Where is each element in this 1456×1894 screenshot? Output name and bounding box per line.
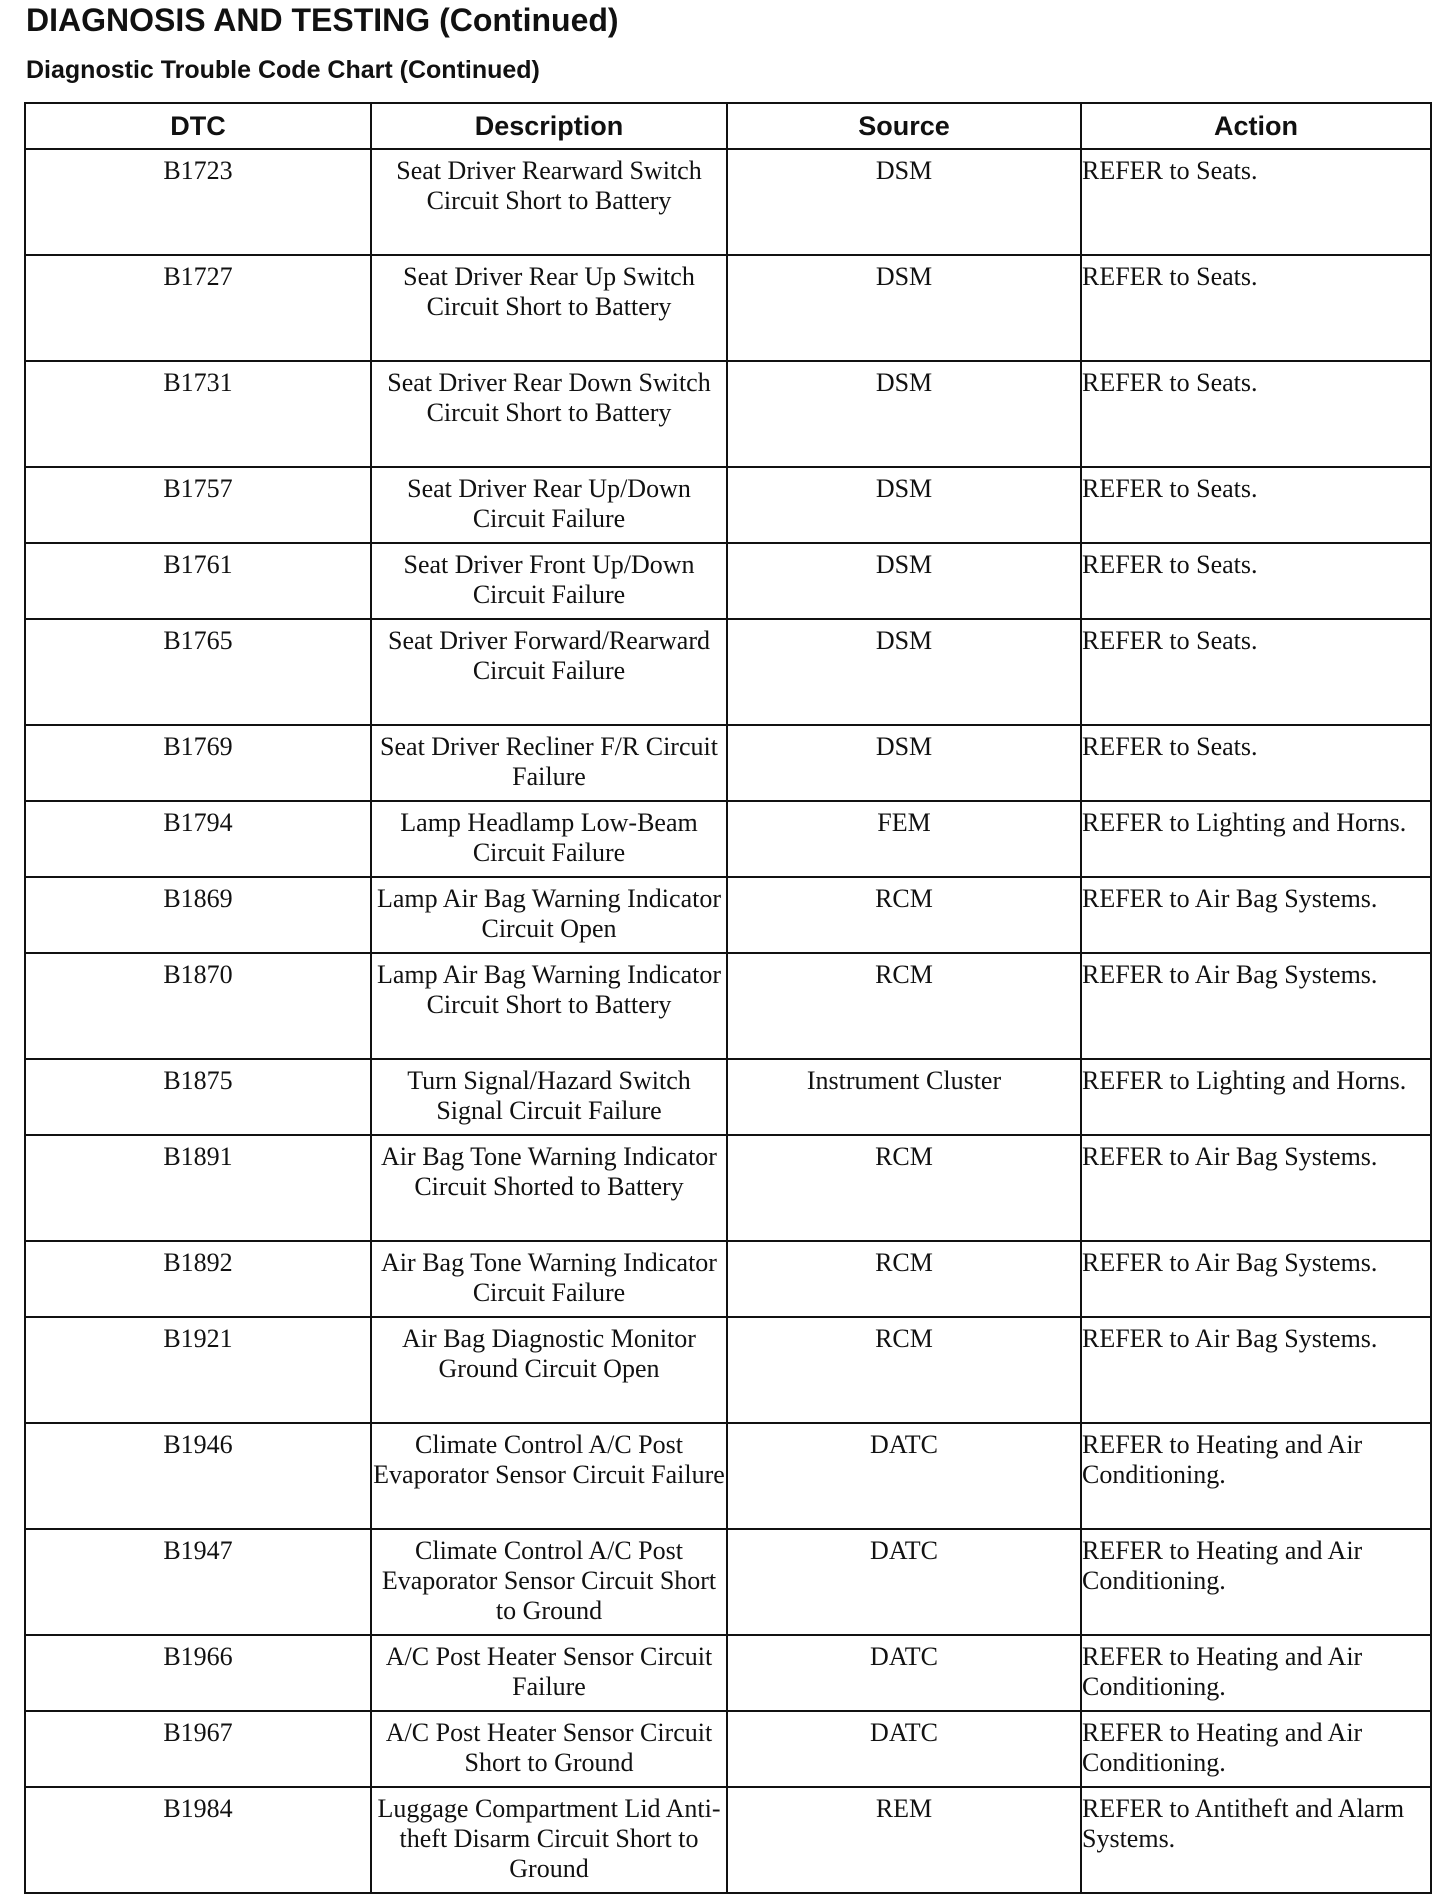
table-row	[25, 725, 1431, 801]
dtc-code-cell: B1947	[25, 1529, 371, 1635]
description-cell: Climate Control A/C Post Evaporator Sensor Circuit Short to Ground	[371, 1529, 727, 1635]
table-row	[25, 953, 1431, 1059]
table-header-row	[25, 103, 1431, 149]
action-cell: REFER to Seats.	[1081, 149, 1431, 255]
description-cell: Lamp Headlamp Low-Beam Circuit Failure	[371, 801, 727, 877]
dtc-code-cell: B1731	[25, 361, 371, 467]
description-cell: A/C Post Heater Sensor Circuit Failure	[371, 1635, 727, 1711]
dtc-code-cell: B1723	[25, 149, 371, 255]
description-cell: Seat Driver Rear Up Switch Circuit Short to Battery	[371, 255, 727, 361]
description-cell: Seat Driver Rear Up/Down Circuit Failure	[371, 467, 727, 543]
action-cell: REFER to Seats.	[1081, 467, 1431, 543]
description-cell: Climate Control A/C Post Evaporator Sensor Circuit Failure	[371, 1423, 727, 1529]
column-header-dtc: DTC	[25, 103, 371, 149]
action-cell: REFER to Air Bag Systems.	[1081, 1241, 1431, 1317]
source-cell: RCM	[727, 1317, 1081, 1423]
action-cell: REFER to Seats.	[1081, 255, 1431, 361]
action-cell: REFER to Lighting and Horns.	[1081, 1059, 1431, 1135]
table-row	[25, 1423, 1431, 1529]
action-cell: REFER to Seats.	[1081, 361, 1431, 467]
source-cell: RCM	[727, 877, 1081, 953]
dtc-code-cell: B1765	[25, 619, 371, 725]
table-row	[25, 543, 1431, 619]
dtc-code-cell: B1946	[25, 1423, 371, 1529]
dtc-table	[24, 102, 1432, 1894]
source-cell: DATC	[727, 1711, 1081, 1787]
source-cell: RCM	[727, 1135, 1081, 1241]
dtc-code-cell: B1892	[25, 1241, 371, 1317]
action-cell: REFER to Heating and Air Conditioning.	[1081, 1529, 1431, 1635]
action-cell: REFER to Antitheft and Alarm Systems.	[1081, 1787, 1431, 1893]
action-cell: REFER to Air Bag Systems.	[1081, 877, 1431, 953]
dtc-code-cell: B1984	[25, 1787, 371, 1893]
source-cell: DSM	[727, 467, 1081, 543]
table-row	[25, 149, 1431, 255]
source-cell: DATC	[727, 1635, 1081, 1711]
dtc-code-cell: B1966	[25, 1635, 371, 1711]
action-cell: REFER to Seats.	[1081, 543, 1431, 619]
description-cell: Seat Driver Recliner F/R Circuit Failure	[371, 725, 727, 801]
table-row	[25, 877, 1431, 953]
column-header-source: Source	[727, 103, 1081, 149]
table-row	[25, 467, 1431, 543]
column-header-description: Description	[371, 103, 727, 149]
dtc-code-cell: B1794	[25, 801, 371, 877]
source-cell: DATC	[727, 1423, 1081, 1529]
dtc-code-cell: B1967	[25, 1711, 371, 1787]
table-row	[25, 1711, 1431, 1787]
description-cell: Seat Driver Rear Down Switch Circuit Short to Battery	[371, 361, 727, 467]
description-cell: Air Bag Tone Warning Indicator Circuit Shorted to Battery	[371, 1135, 727, 1241]
dtc-code-cell: B1769	[25, 725, 371, 801]
source-cell: REM	[727, 1787, 1081, 1893]
description-cell: Seat Driver Front Up/Down Circuit Failure	[371, 543, 727, 619]
description-cell: Lamp Air Bag Warning Indicator Circuit Open	[371, 877, 727, 953]
description-cell: Turn Signal/Hazard Switch Signal Circuit Failure	[371, 1059, 727, 1135]
description-cell: Seat Driver Forward/Rearward Circuit Failure	[371, 619, 727, 725]
source-cell: FEM	[727, 801, 1081, 877]
table-row	[25, 1241, 1431, 1317]
action-cell: REFER to Heating and Air Conditioning.	[1081, 1423, 1431, 1529]
page-title: DIAGNOSIS AND TESTING (Continued)	[26, 2, 619, 38]
table-row	[25, 361, 1431, 467]
source-cell: DSM	[727, 543, 1081, 619]
table-row	[25, 1317, 1431, 1423]
table-row	[25, 1787, 1431, 1893]
action-cell: REFER to Air Bag Systems.	[1081, 1317, 1431, 1423]
dtc-code-cell: B1891	[25, 1135, 371, 1241]
dtc-code-cell: B1921	[25, 1317, 371, 1423]
table-row	[25, 1135, 1431, 1241]
action-cell: REFER to Lighting and Horns.	[1081, 801, 1431, 877]
source-cell: Instrument Cluster	[727, 1059, 1081, 1135]
dtc-code-cell: B1875	[25, 1059, 371, 1135]
chart-subtitle: Diagnostic Trouble Code Chart (Continued)	[26, 56, 540, 84]
source-cell: DATC	[727, 1529, 1081, 1635]
description-cell: Lamp Air Bag Warning Indicator Circuit Short to Battery	[371, 953, 727, 1059]
dtc-code-cell: B1870	[25, 953, 371, 1059]
action-cell: REFER to Heating and Air Conditioning.	[1081, 1711, 1431, 1787]
dtc-code-cell: B1869	[25, 877, 371, 953]
table-row	[25, 255, 1431, 361]
table-body	[25, 149, 1431, 1893]
table-row	[25, 801, 1431, 877]
source-cell: DSM	[727, 619, 1081, 725]
description-cell: Luggage Compartment Lid Anti-theft Disarm Circuit Short to Ground	[371, 1787, 727, 1893]
table-row	[25, 619, 1431, 725]
action-cell: REFER to Seats.	[1081, 619, 1431, 725]
dtc-code-cell: B1761	[25, 543, 371, 619]
source-cell: DSM	[727, 725, 1081, 801]
action-cell: REFER to Air Bag Systems.	[1081, 953, 1431, 1059]
description-cell: A/C Post Heater Sensor Circuit Short to Ground	[371, 1711, 727, 1787]
source-cell: DSM	[727, 361, 1081, 467]
source-cell: RCM	[727, 1241, 1081, 1317]
column-header-action: Action	[1081, 103, 1431, 149]
source-cell: DSM	[727, 255, 1081, 361]
table-row	[25, 1635, 1431, 1711]
source-cell: RCM	[727, 953, 1081, 1059]
table-row	[25, 1529, 1431, 1635]
description-cell: Air Bag Diagnostic Monitor Ground Circuit Open	[371, 1317, 727, 1423]
dtc-code-cell: B1757	[25, 467, 371, 543]
description-cell: Seat Driver Rearward Switch Circuit Short to Battery	[371, 149, 727, 255]
action-cell: REFER to Seats.	[1081, 725, 1431, 801]
table-row	[25, 1059, 1431, 1135]
dtc-code-cell: B1727	[25, 255, 371, 361]
source-cell: DSM	[727, 149, 1081, 255]
action-cell: REFER to Air Bag Systems.	[1081, 1135, 1431, 1241]
description-cell: Air Bag Tone Warning Indicator Circuit Failure	[371, 1241, 727, 1317]
action-cell: REFER to Heating and Air Conditioning.	[1081, 1635, 1431, 1711]
